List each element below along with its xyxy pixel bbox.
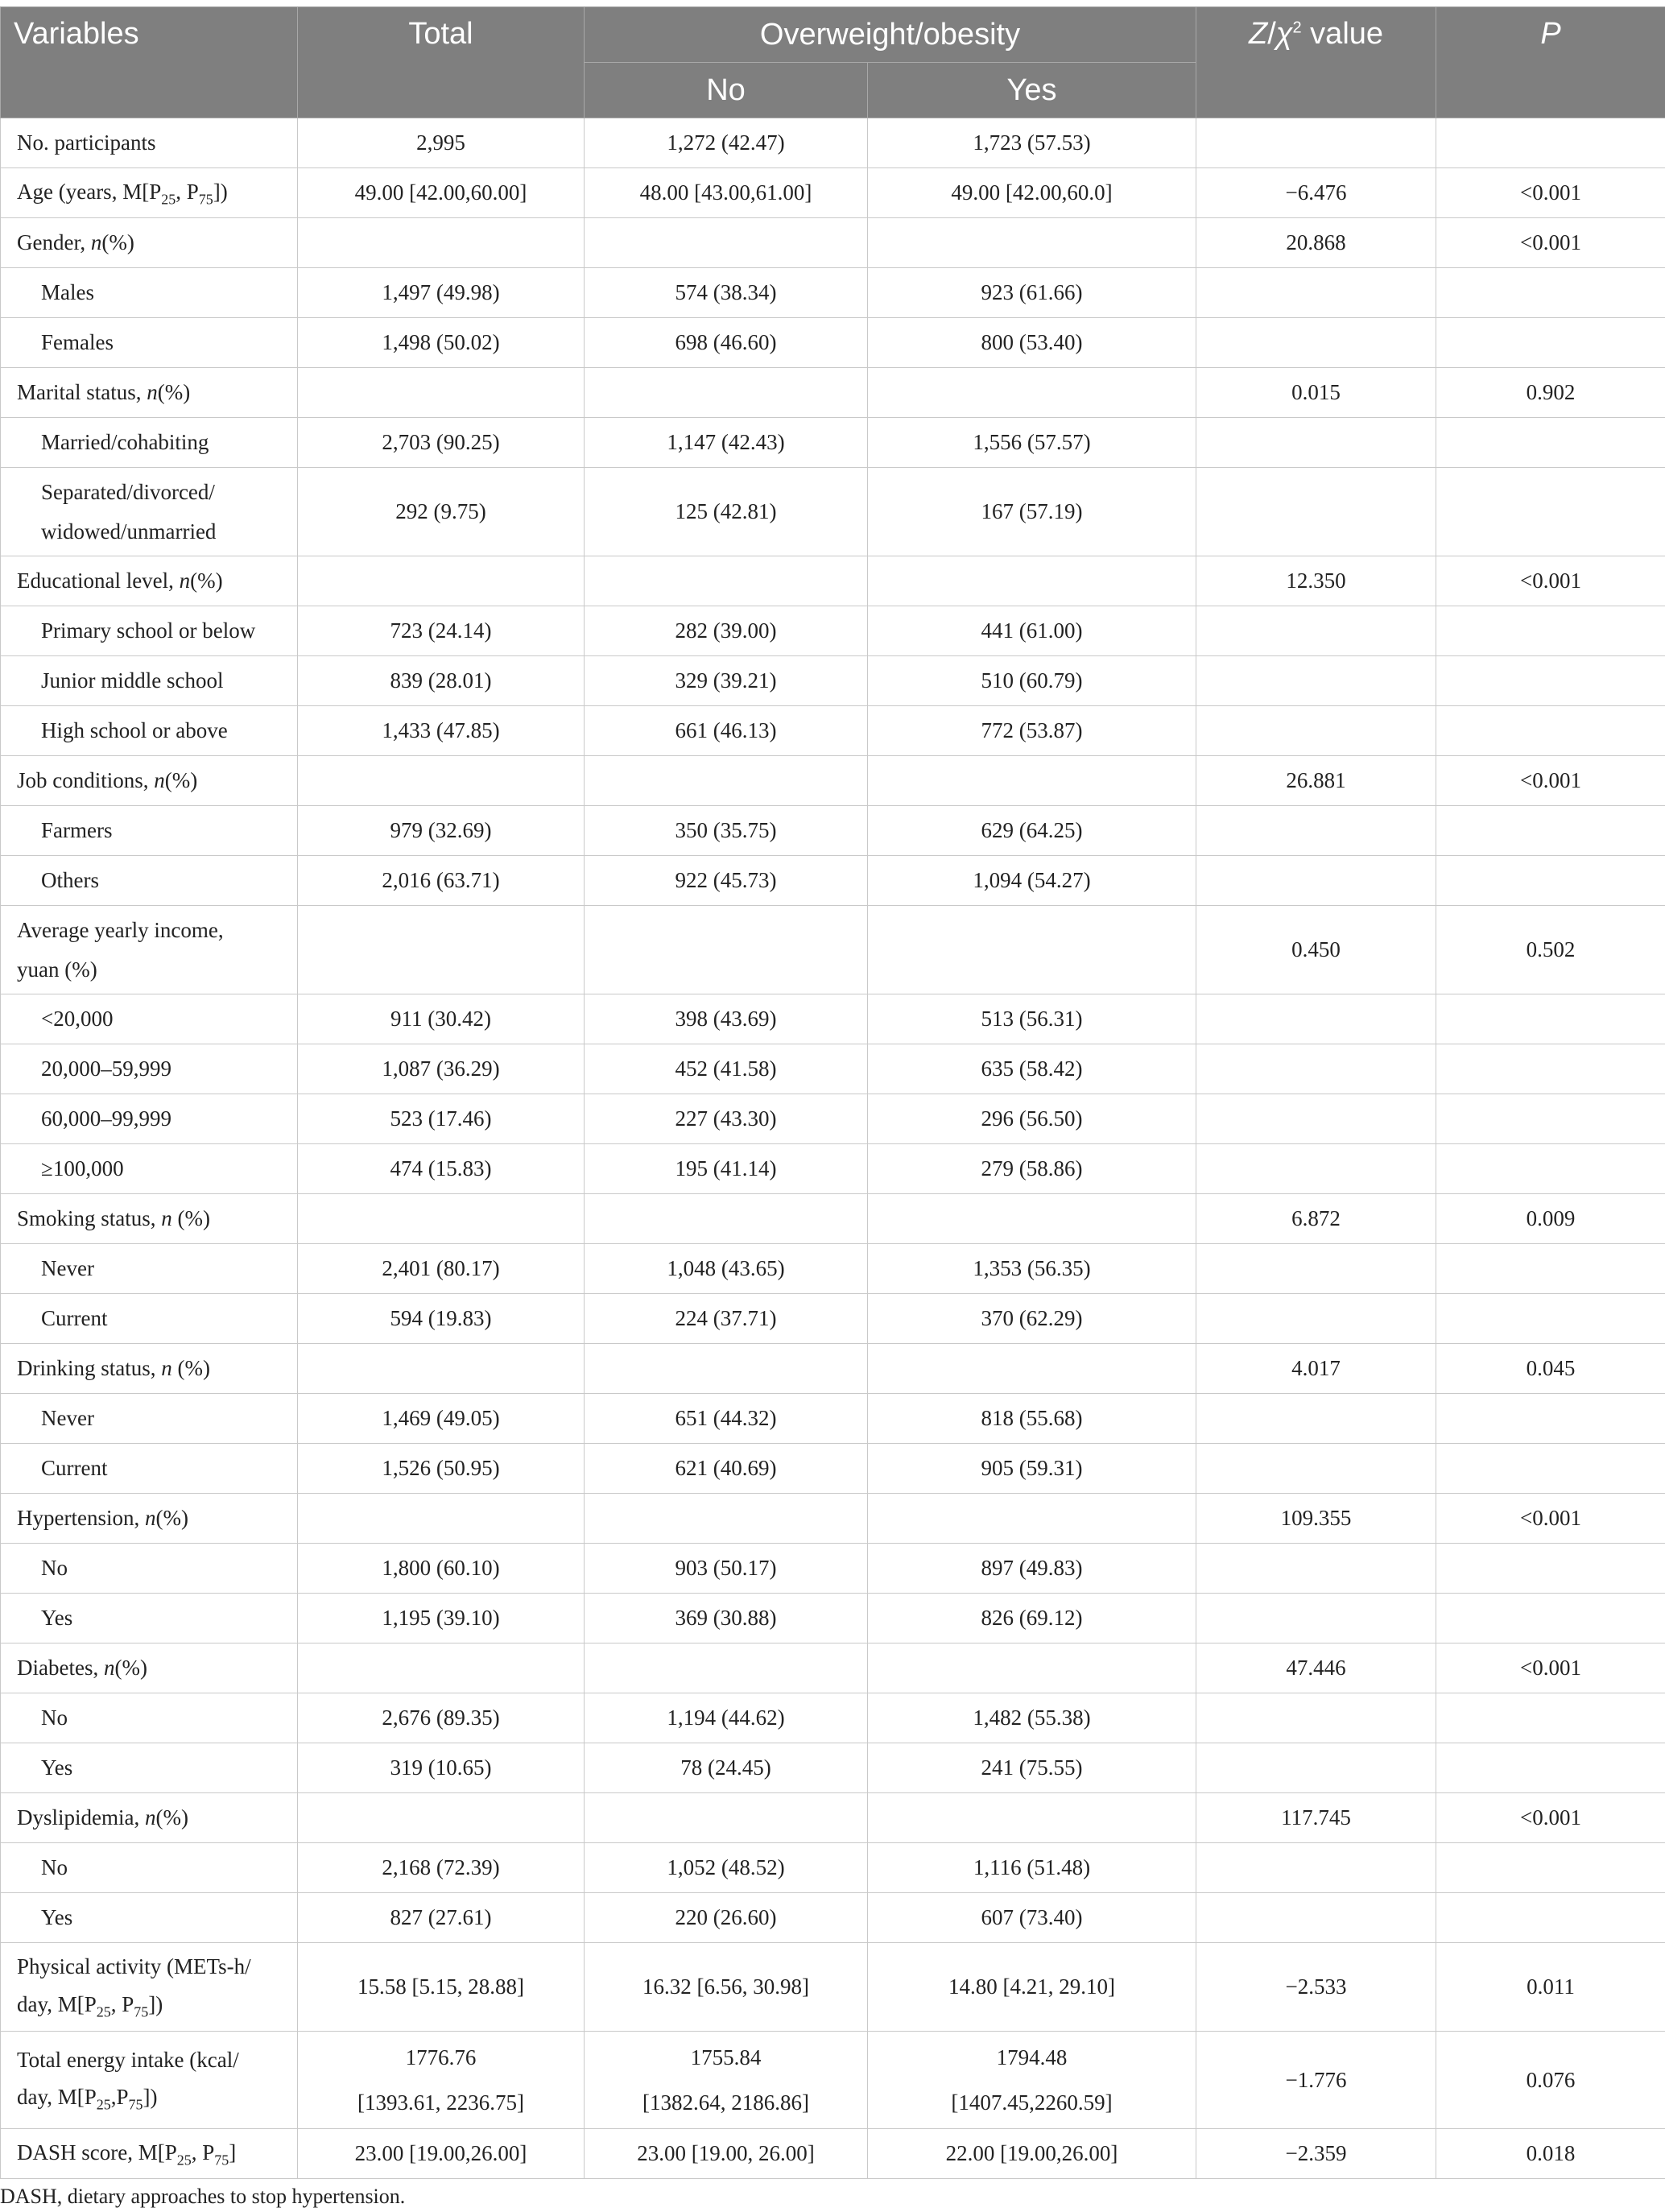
cell-yes [868, 756, 1196, 806]
cell-no: 698 (46.60) [585, 318, 868, 368]
table-row [1, 1244, 1665, 1294]
row-label: Current [1, 1294, 298, 1344]
row-label: 60,000–99,999 [1, 1094, 298, 1144]
cell-no: 903 (50.17) [585, 1544, 868, 1594]
row-label: No [1, 1843, 298, 1893]
cell-stat [1196, 1444, 1436, 1494]
table-row [1, 1194, 1665, 1244]
cell-total [298, 1793, 585, 1843]
table-row [1, 656, 1665, 706]
row-label: <20,000 [1, 994, 298, 1044]
cell-total: 827 (27.61) [298, 1893, 585, 1943]
cell-no [585, 756, 868, 806]
cell-no: 78 (24.45) [585, 1743, 868, 1793]
cell-no: 1,048 (43.65) [585, 1244, 868, 1294]
cell-stat [1196, 118, 1436, 168]
table-row [1, 468, 1665, 556]
cell-total: 23.00 [19.00,26.00] [298, 2129, 585, 2179]
cell-p: 0.076 [1436, 2032, 1665, 2129]
cell-stat [1196, 418, 1436, 468]
cell-no: 369 (30.88) [585, 1594, 868, 1643]
cell-total: 49.00 [42.00,60.00] [298, 168, 585, 218]
cell-total: 911 (30.42) [298, 994, 585, 1044]
cell-no: 922 (45.73) [585, 856, 868, 906]
cell-p: 0.018 [1436, 2129, 1665, 2179]
cell-stat [1196, 1144, 1436, 1194]
cell-p: <0.001 [1436, 556, 1665, 606]
cell-p: <0.001 [1436, 1643, 1665, 1693]
cell-stat: −6.476 [1196, 168, 1436, 218]
row-label: Diabetes, n(%) [1, 1643, 298, 1693]
table-row [1, 994, 1665, 1044]
row-label: Males [1, 268, 298, 318]
cell-no: 195 (41.14) [585, 1144, 868, 1194]
cell-yes: 607 (73.40) [868, 1893, 1196, 1943]
table-row [1, 1294, 1665, 1344]
cell-yes [868, 1494, 1196, 1544]
cell-stat [1196, 1544, 1436, 1594]
cell-p [1436, 1394, 1665, 1444]
cell-stat [1196, 318, 1436, 368]
cell-yes: 296 (56.50) [868, 1094, 1196, 1144]
cell-p: 0.011 [1436, 1943, 1665, 2032]
table-row [1, 1044, 1665, 1094]
cell-no: 651 (44.32) [585, 1394, 868, 1444]
cell-p [1436, 1094, 1665, 1144]
cell-no: 350 (35.75) [585, 806, 868, 856]
table-row [1, 318, 1665, 368]
cell-p [1436, 1244, 1665, 1294]
cell-p [1436, 1843, 1665, 1893]
cell-total: 1,469 (49.05) [298, 1394, 585, 1444]
cell-total [298, 368, 585, 418]
cell-yes: 167 (57.19) [868, 468, 1196, 556]
row-label: Age (years, $M[P_{25}$, $P_{75}$]) [1, 168, 298, 218]
row-label: 20,000–59,999 [1, 1044, 298, 1094]
table-row [1, 368, 1665, 418]
row-label: Never [1, 1244, 298, 1294]
table-row [1, 2032, 1665, 2129]
cell-yes: 905 (59.31) [868, 1444, 1196, 1494]
cell-total [298, 1194, 585, 1244]
cell-no: 329 (39.21) [585, 656, 868, 706]
cell-stat [1196, 1843, 1436, 1893]
cell-p: <0.001 [1436, 756, 1665, 806]
cell-no [585, 906, 868, 994]
cell-no [585, 1793, 868, 1843]
cell-p [1436, 468, 1665, 556]
cell-yes: 1794.48 [1407.45,2260.59] [868, 2032, 1196, 2129]
table-row [1, 906, 1665, 994]
cell-yes: 510 (60.79) [868, 656, 1196, 706]
cell-stat: 0.450 [1196, 906, 1436, 994]
cell-stat: −2.533 [1196, 1943, 1436, 2032]
cell-yes: 818 (55.68) [868, 1394, 1196, 1444]
cell-yes [868, 1194, 1196, 1244]
header-no: No [585, 63, 868, 118]
cell-stat: −2.359 [1196, 2129, 1436, 2179]
cell-yes: 513 (56.31) [868, 994, 1196, 1044]
table-row [1, 1494, 1665, 1544]
cell-yes [868, 1344, 1196, 1394]
cell-yes: 1,353 (56.35) [868, 1244, 1196, 1294]
row-label: Job conditions, n(%) [1, 756, 298, 806]
cell-no: 282 (39.00) [585, 606, 868, 656]
cell-total [298, 756, 585, 806]
table-row [1, 1094, 1665, 1144]
cell-p [1436, 1544, 1665, 1594]
cell-p [1436, 656, 1665, 706]
header-z-chi2-value: $Z/\chi^2$ value [1196, 7, 1436, 118]
cell-total: 292 (9.75) [298, 468, 585, 556]
table-row [1, 806, 1665, 856]
cell-p [1436, 1294, 1665, 1344]
cell-stat [1196, 1244, 1436, 1294]
cell-yes: 1,116 (51.48) [868, 1843, 1196, 1893]
cell-total: 1,800 (60.10) [298, 1544, 585, 1594]
header-total: Total [298, 7, 585, 118]
row-label: Educational level, n(%) [1, 556, 298, 606]
cell-stat: 0.015 [1196, 368, 1436, 418]
row-label: Yes [1, 1743, 298, 1793]
row-label: Yes [1, 1893, 298, 1943]
cell-total [298, 1494, 585, 1544]
table-row [1, 1444, 1665, 1494]
cell-yes: 1,556 (57.57) [868, 418, 1196, 468]
cell-no: 220 (26.60) [585, 1893, 868, 1943]
table-row [1, 1693, 1665, 1743]
cell-stat [1196, 1594, 1436, 1643]
cell-stat: 4.017 [1196, 1344, 1436, 1394]
cell-yes: 800 (53.40) [868, 318, 1196, 368]
cell-no: 224 (37.71) [585, 1294, 868, 1344]
cell-total: 1,087 (36.29) [298, 1044, 585, 1094]
cell-total: 979 (32.69) [298, 806, 585, 856]
table-row [1, 1893, 1665, 1943]
header-p: P [1436, 7, 1665, 118]
table-row [1, 1643, 1665, 1693]
cell-yes: 1,094 (54.27) [868, 856, 1196, 906]
row-label: Primary school or below [1, 606, 298, 656]
cell-p [1436, 994, 1665, 1044]
row-label: Junior middle school [1, 656, 298, 706]
cell-stat: 47.446 [1196, 1643, 1436, 1693]
row-label: Never [1, 1394, 298, 1444]
cell-p [1436, 706, 1665, 756]
cell-no: 661 (46.13) [585, 706, 868, 756]
cell-no [585, 218, 868, 268]
cell-yes [868, 218, 1196, 268]
cell-yes: 441 (61.00) [868, 606, 1196, 656]
table-row [1, 1594, 1665, 1643]
cell-total: 594 (19.83) [298, 1294, 585, 1344]
cell-yes: 370 (62.29) [868, 1294, 1196, 1344]
table-row [1, 1793, 1665, 1843]
cell-stat [1196, 1893, 1436, 1943]
table-row [1, 1394, 1665, 1444]
cell-stat: 20.868 [1196, 218, 1436, 268]
header-row-1 [1, 7, 1665, 63]
cell-stat: 12.350 [1196, 556, 1436, 606]
cell-total [298, 218, 585, 268]
cell-no: 1,272 (42.47) [585, 118, 868, 168]
header-yes: Yes [868, 63, 1196, 118]
cell-no: 23.00 [19.00, 26.00] [585, 2129, 868, 2179]
baseline-characteristics-table [0, 6, 1665, 2179]
cell-no: 1755.84 [1382.64, 2186.86] [585, 2032, 868, 2129]
cell-total [298, 1344, 585, 1394]
cell-yes: 14.80 [4.21, 29.10] [868, 1943, 1196, 2032]
row-label: Marital status, n(%) [1, 368, 298, 418]
table-row [1, 856, 1665, 906]
row-label: Current [1, 1444, 298, 1494]
table-row [1, 1144, 1665, 1194]
cell-p [1436, 418, 1665, 468]
table-row [1, 706, 1665, 756]
cell-total: 15.58 [5.15, 28.88] [298, 1943, 585, 2032]
row-label: Separated/divorced/ widowed/unmarried [1, 468, 298, 556]
cell-no: 125 (42.81) [585, 468, 868, 556]
table-row [1, 2129, 1665, 2179]
cell-yes: 772 (53.87) [868, 706, 1196, 756]
cell-stat: 117.745 [1196, 1793, 1436, 1843]
cell-stat [1196, 656, 1436, 706]
cell-total: 2,995 [298, 118, 585, 168]
cell-p [1436, 1693, 1665, 1743]
cell-stat [1196, 1294, 1436, 1344]
row-label: ≥100,000 [1, 1144, 298, 1194]
cell-p: 0.045 [1436, 1344, 1665, 1394]
cell-p [1436, 606, 1665, 656]
cell-no: 48.00 [43.00,61.00] [585, 168, 868, 218]
cell-no: 398 (43.69) [585, 994, 868, 1044]
cell-total: 1,195 (39.10) [298, 1594, 585, 1643]
cell-stat: −1.776 [1196, 2032, 1436, 2129]
cell-stat [1196, 468, 1436, 556]
cell-no: 227 (43.30) [585, 1094, 868, 1144]
cell-p [1436, 118, 1665, 168]
cell-yes [868, 1643, 1196, 1693]
table-row [1, 1843, 1665, 1893]
table-row [1, 1743, 1665, 1793]
cell-stat [1196, 1743, 1436, 1793]
row-label: Yes [1, 1594, 298, 1643]
cell-total: 1776.76 [1393.61, 2236.75] [298, 2032, 585, 2129]
cell-p: <0.001 [1436, 218, 1665, 268]
row-label: Married/cohabiting [1, 418, 298, 468]
cell-p: 0.902 [1436, 368, 1665, 418]
cell-total [298, 556, 585, 606]
cell-yes [868, 556, 1196, 606]
cell-stat: 109.355 [1196, 1494, 1436, 1544]
cell-no: 1,147 (42.43) [585, 418, 868, 468]
cell-p [1436, 1444, 1665, 1494]
table-row [1, 268, 1665, 318]
cell-total: 723 (24.14) [298, 606, 585, 656]
table-row [1, 606, 1665, 656]
header-overweight-obesity: Overweight/obesity [585, 7, 1196, 63]
cell-total [298, 906, 585, 994]
row-label: No [1, 1693, 298, 1743]
cell-p [1436, 1594, 1665, 1643]
cell-stat [1196, 1094, 1436, 1144]
cell-yes: 635 (58.42) [868, 1044, 1196, 1094]
cell-p [1436, 856, 1665, 906]
cell-no: 621 (40.69) [585, 1444, 868, 1494]
cell-total: 523 (17.46) [298, 1094, 585, 1144]
cell-no [585, 1494, 868, 1544]
cell-total [298, 1643, 585, 1693]
row-label: No. participants [1, 118, 298, 168]
cell-yes: 279 (58.86) [868, 1144, 1196, 1194]
cell-p [1436, 268, 1665, 318]
row-label: Total energy intake (kcal/ day, $M[P_{25},P_{75}]$) [1, 2032, 298, 2129]
cell-total: 2,016 (63.71) [298, 856, 585, 906]
cell-yes: 826 (69.12) [868, 1594, 1196, 1643]
cell-total: 1,498 (50.02) [298, 318, 585, 368]
cell-no: 574 (38.34) [585, 268, 868, 318]
cell-total: 1,497 (49.98) [298, 268, 585, 318]
row-label: Gender, n(%) [1, 218, 298, 268]
row-label: Average yearly income, yuan (%) [1, 906, 298, 994]
cell-no [585, 1643, 868, 1693]
cell-stat [1196, 1693, 1436, 1743]
cell-p [1436, 318, 1665, 368]
row-label: Hypertension, n(%) [1, 1494, 298, 1544]
cell-p: <0.001 [1436, 168, 1665, 218]
cell-stat: 26.881 [1196, 756, 1436, 806]
cell-p [1436, 1743, 1665, 1793]
row-label: Physical activity (METs-h/ day, $M[P_{25}$, $P_{75}$]) [1, 1943, 298, 2032]
cell-stat [1196, 856, 1436, 906]
table-row [1, 168, 1665, 218]
cell-stat [1196, 994, 1436, 1044]
cell-yes [868, 368, 1196, 418]
row-label: Dyslipidemia, n(%) [1, 1793, 298, 1843]
cell-total: 1,433 (47.85) [298, 706, 585, 756]
cell-no [585, 1344, 868, 1394]
header-variables: Variables [1, 7, 298, 118]
row-label: DASH score, $M[P_{25}$, $P_{75}$] [1, 2129, 298, 2179]
cell-yes: 1,482 (55.38) [868, 1693, 1196, 1743]
cell-p: <0.001 [1436, 1793, 1665, 1843]
cell-total: 474 (15.83) [298, 1144, 585, 1194]
cell-stat [1196, 706, 1436, 756]
cell-stat [1196, 1044, 1436, 1094]
cell-no: 1,194 (44.62) [585, 1693, 868, 1743]
cell-total: 1,526 (50.95) [298, 1444, 585, 1494]
cell-p [1436, 1893, 1665, 1943]
cell-p [1436, 1144, 1665, 1194]
table-row [1, 1544, 1665, 1594]
cell-stat: 6.872 [1196, 1194, 1436, 1244]
cell-stat [1196, 268, 1436, 318]
row-label: Farmers [1, 806, 298, 856]
cell-total: 319 (10.65) [298, 1743, 585, 1793]
cell-yes: 1,723 (57.53) [868, 118, 1196, 168]
row-label: Others [1, 856, 298, 906]
cell-yes: 241 (75.55) [868, 1743, 1196, 1793]
row-label: Drinking status, n (%) [1, 1344, 298, 1394]
row-label: Females [1, 318, 298, 368]
row-label: No [1, 1544, 298, 1594]
cell-yes: 897 (49.83) [868, 1544, 1196, 1594]
cell-yes [868, 1793, 1196, 1843]
cell-yes [868, 906, 1196, 994]
cell-p: 0.009 [1436, 1194, 1665, 1244]
row-label: High school or above [1, 706, 298, 756]
cell-yes: 629 (64.25) [868, 806, 1196, 856]
cell-total: 2,168 (72.39) [298, 1843, 585, 1893]
table-footnote: DASH, dietary approaches to stop hypertension. [0, 2185, 406, 2208]
table-row [1, 1943, 1665, 2032]
cell-total: 2,703 (90.25) [298, 418, 585, 468]
cell-total: 2,676 (89.35) [298, 1693, 585, 1743]
cell-no [585, 368, 868, 418]
cell-p [1436, 806, 1665, 856]
cell-no [585, 556, 868, 606]
table-row [1, 556, 1665, 606]
table-row [1, 756, 1665, 806]
cell-yes: 49.00 [42.00,60.0] [868, 168, 1196, 218]
table-row [1, 218, 1665, 268]
cell-no: 452 (41.58) [585, 1044, 868, 1094]
table-row [1, 418, 1665, 468]
cell-p: <0.001 [1436, 1494, 1665, 1544]
cell-p: 0.502 [1436, 906, 1665, 994]
row-label: Smoking status, n (%) [1, 1194, 298, 1244]
cell-total: 2,401 (80.17) [298, 1244, 585, 1294]
cell-yes: 22.00 [19.00,26.00] [868, 2129, 1196, 2179]
cell-no: 16.32 [6.56, 30.98] [585, 1943, 868, 2032]
cell-stat [1196, 606, 1436, 656]
cell-stat [1196, 806, 1436, 856]
cell-p [1436, 1044, 1665, 1094]
table-row [1, 1344, 1665, 1394]
cell-no [585, 1194, 868, 1244]
cell-total: 839 (28.01) [298, 656, 585, 706]
cell-stat [1196, 1394, 1436, 1444]
table-row [1, 118, 1665, 168]
cell-no: 1,052 (48.52) [585, 1843, 868, 1893]
cell-yes: 923 (61.66) [868, 268, 1196, 318]
